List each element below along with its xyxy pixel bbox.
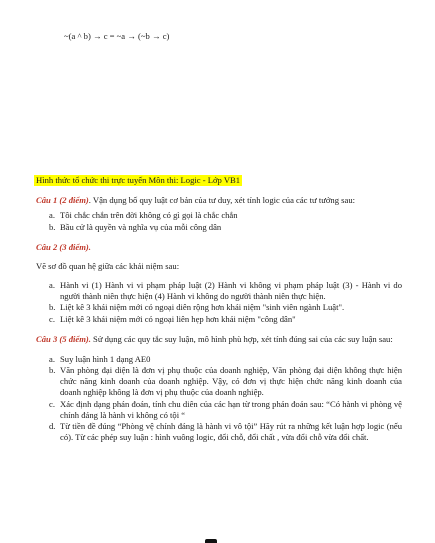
question-1-prompt — [36, 195, 402, 206]
option-marker: b. — [49, 365, 56, 376]
question-1-heading: Câu 1 (2 điểm) — [36, 195, 89, 206]
question-2-text: Vẽ sơ đồ quan hệ giữa các khái niệm sau: — [36, 260, 180, 271]
question-1-options — [36, 210, 402, 232]
option-marker: a. — [49, 353, 55, 364]
option-item — [36, 222, 402, 233]
question-1-text: . Vận dụng bố quy luật cơ bản của tư duy, xét tính logic của các tư tưởng sau: — [88, 195, 356, 206]
option-item — [36, 302, 402, 313]
option-item — [36, 354, 402, 365]
question-3-options — [36, 354, 402, 443]
option-text: Bầu cử là quyền và nghĩa vụ của mỗi công dân — [60, 221, 222, 232]
question-3-text: Sử dụng các quy tắc suy luận, mô hình phù hợp, xét tính đúng sai của các suy luận sau: — [90, 333, 393, 344]
option-text: Văn phòng đại diện là đơn vị phụ thuộc của doanh nghiệp, Văn phòng đại diện không thực hiện chức năng kinh doanh của doanh nghiệp. Vậy, có đơn vị thực hiện chức năng kinh doanh của doanh nghiệp không là đơn vị phụ thuộc của doanh nghiệp. — [60, 365, 402, 398]
question-2-options — [36, 280, 402, 325]
option-marker: a. — [49, 280, 55, 291]
question-1 — [36, 195, 402, 233]
option-marker: c. — [49, 313, 55, 324]
question-2 — [36, 242, 402, 325]
option-text: Liệt kê 3 khái niệm mới có ngoại diên rộng hơn khái niệm "sinh viên ngành Luật". — [60, 302, 345, 313]
option-text: Tôi chắc chắn trên đời không có gì gọi là chắc chắn — [60, 210, 238, 221]
page-cutoff-mark — [205, 539, 217, 543]
exam-content — [36, 175, 402, 443]
option-marker: a. — [49, 210, 55, 221]
option-item — [36, 314, 402, 325]
question-2-heading: Câu 2 (3 điểm). — [36, 241, 91, 252]
option-marker: b. — [49, 221, 56, 232]
option-text: Hành vi (1) Hành vi vi phạm pháp luật (2) Hành vi không vi phạm pháp luật (3) - Hành vi do người thành niên thực hiện (4) Hành vi không do người thành niên thực hiện. — [60, 280, 402, 302]
option-item — [36, 280, 402, 302]
question-3 — [36, 334, 402, 444]
exam-title: Hình thức tổ chức thi trực tuyến Môn thi: Logic - Lớp VB1 — [36, 175, 241, 185]
option-item — [36, 399, 402, 421]
logic-formula: ~(a ^ b) → c = ~a → (~b → c) — [64, 31, 170, 41]
option-item — [36, 421, 402, 443]
option-marker: d. — [49, 420, 56, 431]
option-text: Liệt kê 3 khái niệm mới có ngoại liên hẹp hơn khái niệm "công dân" — [60, 313, 296, 324]
question-3-heading: Câu 3 (5 điểm). — [36, 333, 91, 344]
option-text: Từ tiền đề đúng “Phòng vệ chính đáng là hành vi vô tội” Hãy rút ra những kết luận hợp logic (nếu có). Từ các phép suy luận : hình vuông logic, đổi chỗ, đổi chất , vừa đổi chỗ vừa đổi chất. — [60, 420, 402, 443]
option-item — [36, 365, 402, 399]
option-marker: b. — [49, 302, 56, 313]
option-text: Suy luận hình 1 dạng AE0 — [60, 353, 151, 364]
option-item — [36, 210, 402, 221]
question-3-prompt — [36, 334, 402, 345]
option-marker: c. — [49, 398, 55, 409]
option-text: Xác định dạng phán đoán, tính chu diên của các hạn từ trong phán đoán sau: “Có hành vi phòng vệ chính đáng là hành vi không có tội “ — [60, 398, 402, 420]
